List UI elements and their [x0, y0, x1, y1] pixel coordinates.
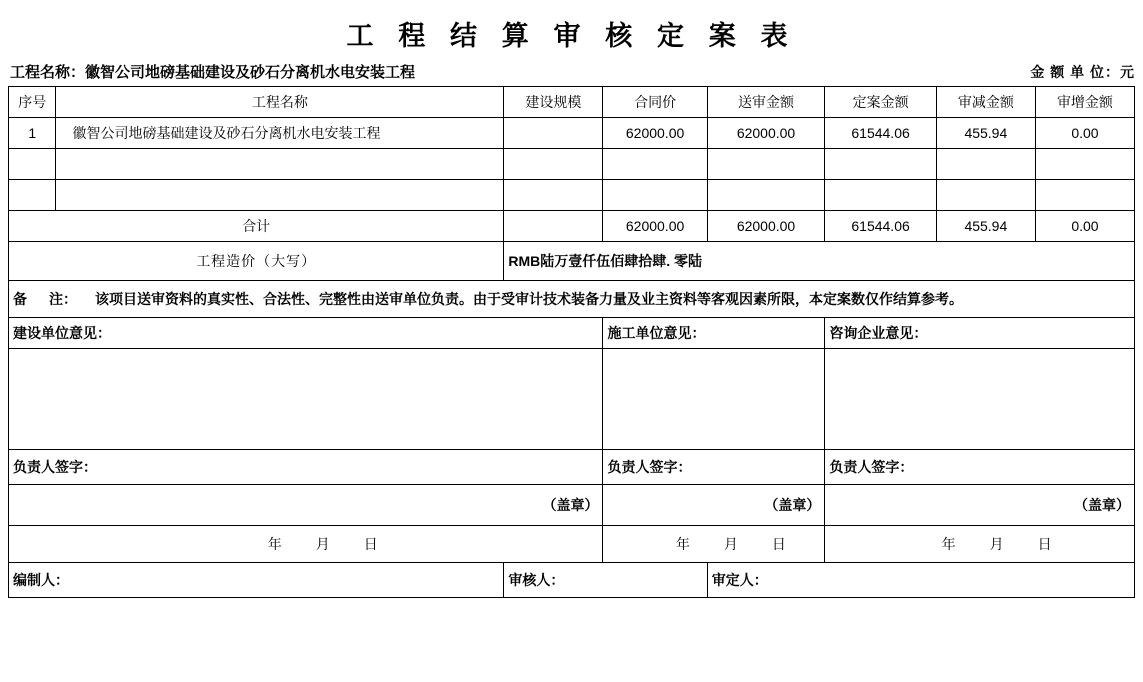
cell-name	[56, 149, 504, 180]
date-day-label: 日	[363, 536, 378, 552]
column-header-settled: 定案金额	[825, 87, 936, 118]
total-submitted: 62000.00	[707, 211, 825, 242]
project-name-value: 徽智公司地磅基础建设及砂石分离机水电安装工程	[85, 64, 416, 81]
subheader	[0, 61, 1143, 86]
cell-reduced	[936, 180, 1035, 211]
signature-contractor-unit: 负责人签字：	[603, 450, 825, 485]
table-row	[9, 180, 1135, 211]
opinion-body-construction-unit[interactable]	[9, 349, 603, 450]
cell-scale	[504, 149, 603, 180]
date-day-label: 日	[771, 536, 786, 552]
table-header-row	[9, 87, 1135, 118]
total-contract: 62000.00	[603, 211, 707, 242]
table-row	[9, 149, 1135, 180]
cell-no: 1	[9, 118, 56, 149]
column-header-no: 序号	[9, 87, 56, 118]
column-header-increased: 审增金额	[1035, 87, 1134, 118]
capital-amount-row	[9, 242, 1135, 281]
cell-no	[9, 180, 56, 211]
column-header-scale: 建设规模	[504, 87, 603, 118]
cell-reduced: 455.94	[936, 118, 1035, 149]
table-total-row	[9, 211, 1135, 242]
date-contractor-unit	[603, 526, 825, 563]
signature-construction-unit: 负责人签字：	[9, 450, 603, 485]
date-month-label: 月	[989, 536, 1004, 552]
seal-row	[9, 485, 1135, 526]
note-mark-2: 注：	[49, 291, 77, 307]
column-header-contract: 合同价	[603, 87, 707, 118]
note-mark-1: 备	[13, 291, 27, 307]
opinion-body-consulting-firm[interactable]	[825, 349, 1135, 450]
cell-increased	[1035, 149, 1134, 180]
cell-settled	[825, 149, 936, 180]
date-month-label: 月	[315, 536, 330, 552]
date-day-label: 日	[1037, 536, 1052, 552]
date-year-label: 年	[675, 536, 690, 552]
date-year-label: 年	[267, 536, 282, 552]
cell-scale	[504, 118, 603, 149]
cell-scale	[504, 180, 603, 211]
total-scale	[504, 211, 603, 242]
seal-consulting-firm: （盖章）	[825, 485, 1135, 526]
cell-submitted	[707, 149, 825, 180]
cell-submitted	[707, 180, 825, 211]
opinion-title-contractor-unit: 施工单位意见：	[603, 318, 825, 349]
opinion-blank-row	[9, 349, 1135, 450]
footer-approver: 审定人：	[707, 563, 1134, 598]
capital-amount-value: RMB陆万壹仟伍佰肆拾肆. 零陆	[504, 242, 1135, 281]
column-header-name: 工程名称	[56, 87, 504, 118]
cell-contract: 62000.00	[603, 118, 707, 149]
cell-contract	[603, 180, 707, 211]
date-row	[9, 526, 1135, 563]
main-table	[8, 86, 1135, 598]
cell-submitted: 62000.00	[707, 118, 825, 149]
table-row	[9, 118, 1135, 149]
date-month-label: 月	[723, 536, 738, 552]
signature-row	[9, 450, 1135, 485]
project-name-label: 工程名称：	[10, 64, 86, 81]
cell-no	[9, 149, 56, 180]
total-reduced: 455.94	[936, 211, 1035, 242]
cell-name	[56, 180, 504, 211]
total-settled: 61544.06	[825, 211, 936, 242]
footer-row	[9, 563, 1135, 598]
cell-name: 徽智公司地磅基础建设及砂石分离机水电安装工程	[56, 118, 504, 149]
date-construction-unit	[9, 526, 603, 563]
cell-settled	[825, 180, 936, 211]
column-header-reduced: 审减金额	[936, 87, 1035, 118]
footer-reviewer: 审核人：	[504, 563, 707, 598]
date-year-label: 年	[941, 536, 956, 552]
column-header-submitted: 送审金额	[707, 87, 825, 118]
date-consulting-firm	[825, 526, 1135, 563]
footer-preparer: 编制人：	[9, 563, 504, 598]
note-row	[9, 281, 1135, 318]
note-text: 该项目送审资料的真实性、合法性、完整性由送审单位负责。由于受审计技术装备力量及业主资料等客观因素所限，本定案数仅作结算参考。	[95, 291, 963, 307]
opinion-title-consulting-firm: 咨询企业意见：	[825, 318, 1135, 349]
opinion-title-row	[9, 318, 1135, 349]
amount-unit-label: 金 额 单 位：元	[1030, 64, 1135, 80]
opinion-body-contractor-unit[interactable]	[603, 349, 825, 450]
seal-contractor-unit: （盖章）	[603, 485, 825, 526]
cell-increased	[1035, 180, 1134, 211]
total-increased: 0.00	[1035, 211, 1134, 242]
cell-reduced	[936, 149, 1035, 180]
total-label: 合计	[9, 211, 504, 242]
seal-construction-unit: （盖章）	[9, 485, 603, 526]
cell-contract	[603, 149, 707, 180]
opinion-title-construction-unit: 建设单位意见：	[9, 318, 603, 349]
page-title: 工 程 结 算 审 核 定 案 表	[346, 21, 797, 51]
capital-amount-label: 工程造价（大写）	[9, 242, 504, 281]
note-cell	[9, 281, 1135, 318]
cell-settled: 61544.06	[825, 118, 936, 149]
signature-consulting-firm: 负责人签字：	[825, 450, 1135, 485]
project-name-line	[10, 61, 415, 82]
cell-increased: 0.00	[1035, 118, 1134, 149]
